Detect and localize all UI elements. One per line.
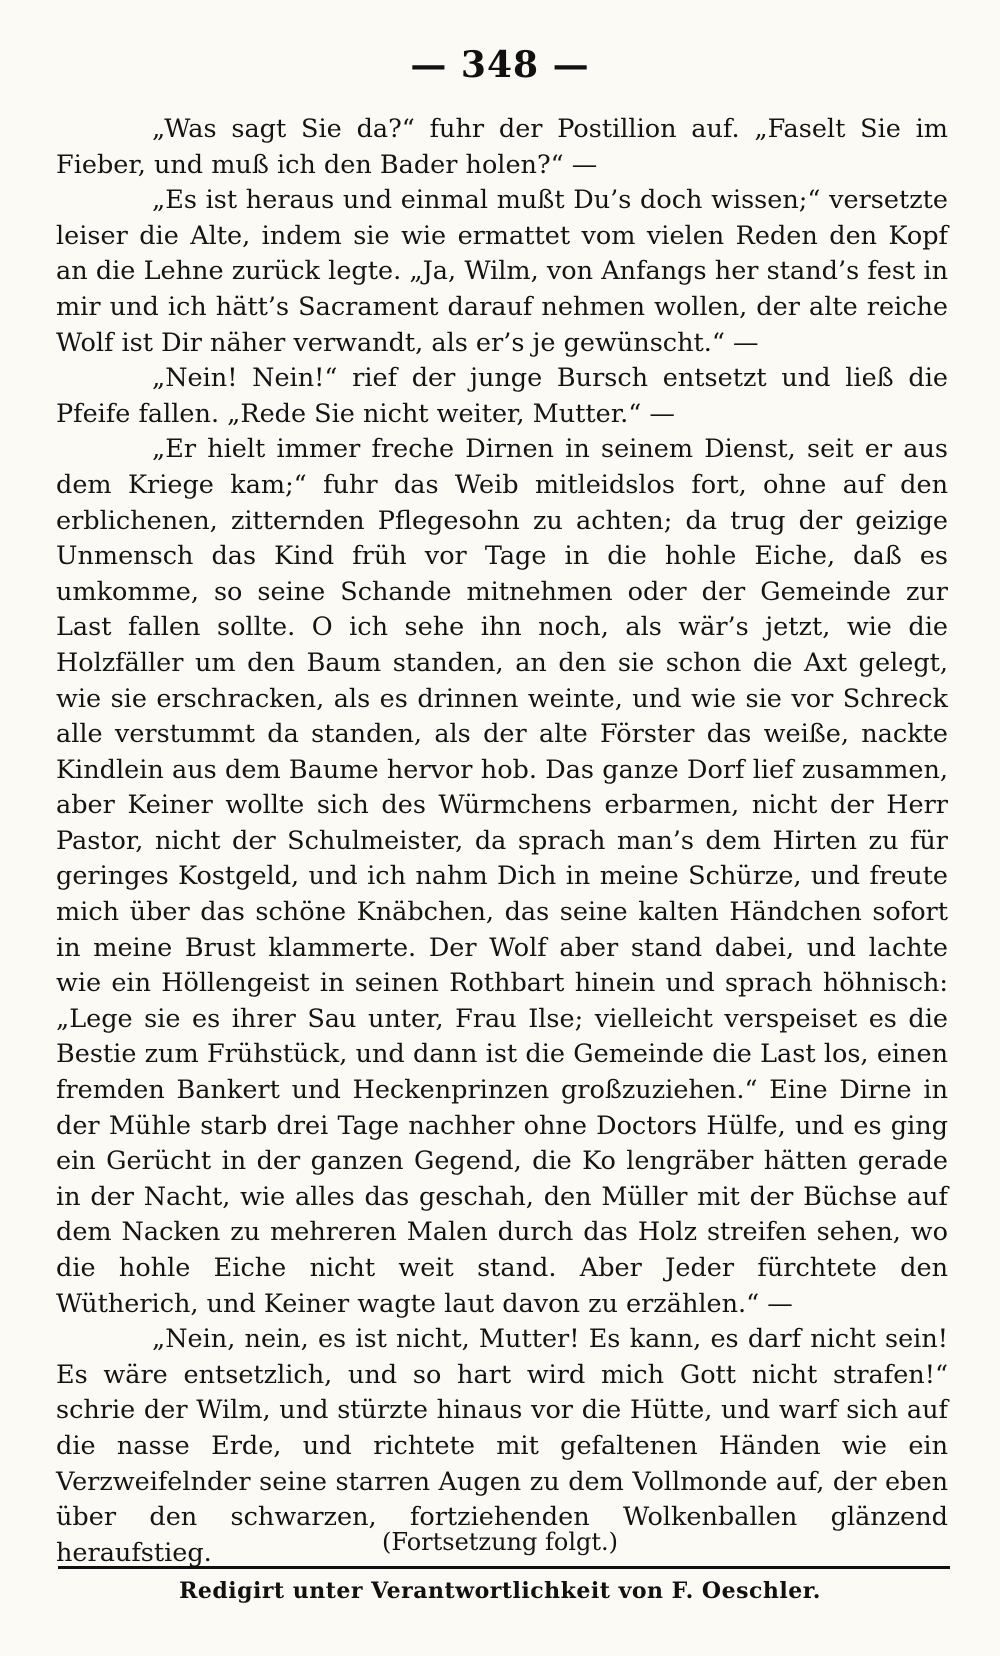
paragraph: „Es ist heraus und einmal mußt Du’s doch wissen;“ versetzte leiser die Alte, indem sie wie ermattet vom vielen Reden den Kopf an die Lehne zurück legte. „Ja, Wilm, von Anfangs her stand’s fest in mir und ich hätt’s Sacrament darauf nehmen wollen, der alte reiche Wolf ist Dir näher verwandt, als er’s je gewünscht.“ — (56, 185, 948, 358)
body-text (56, 112, 948, 1571)
paragraph: „Nein! Nein!“ rief der junge Bursch entsetzt und ließ die Pfeife fallen. „Rede Sie nicht weiter, Mutter.“ — (56, 363, 948, 429)
paragraph: „Nein, nein, es ist nicht, Mutter! Es kann, es darf nicht sein! Es wäre entsetzlich, und so hart wird mich Gott nicht strafen!“ schrie der Wilm, und stürzte hinaus vor die Hütte, und warf sich auf die nasse Erde, und richtete mit gefaltenen Händen wie ein Verzweifelnder seine starren Augen zu dem Vollmonde auf, der eben über den schwarzen, fortziehenden Wolkenballen glänzend heraufstieg. (56, 1324, 948, 1568)
continuation-note: (Fortsetzung folgt.) (382, 1528, 618, 1556)
paragraph: „Was sagt Sie da?“ fuhr der Postillion auf. „Faselt Sie im Fieber, und muß ich den Bader holen?“ — (56, 114, 948, 180)
editor-footer: Redigirt unter Verantwortlichkeit von F. Oeschler. (179, 1578, 821, 1604)
paragraph: „Er hielt immer freche Dirnen in seinem Dienst, seit er aus dem Kriege kam;“ fuhr das Weib mitleidslos fort, ohne auf den erblichenen, zitternden Pflegesohn zu achten; da trug der geizige Unmensch das Kind früh vor Tage in die hohle Eiche, daß es umkomme, so seine Schande mitnehmen oder der Gemeinde zur Last fallen sollte. O ich sehe ihn noch, als wär’s jetzt, wie die Holzfäller um den Baum standen, an den sie schon die Axt gelegt, wie sie erschracken, als es drinnen weinte, und wie sie vor Schreck alle verstummt da standen, als der alte Förster das weiße, nackte Kindlein aus dem Baume hervor hob. Das ganze Dorf lief zusammen, aber Keiner wollte sich des Würmchens erbarmen, nicht der Herr Pastor, nicht der Schulmeister, da sprach man’s dem Hirten zu für geringes Kostgeld, und ich nahm Dich in meine Schürze, und freute mich über das schöne Knäbchen, das seine kalten Händchen sofort in meine Brust klammerte. Der Wolf aber stand dabei, und lachte wie ein Höllengeist in seinen Rothbart hinein und sprach höhnisch: „Lege sie es ihrer Sau unter, Frau Ilse; vielleicht verspeiset es die Bestie zum Frühstück, und dann ist die Gemeinde die Last los, einen fremden Bankert und Heckenprinzen großzuziehen.“ Eine Dirne in der Mühle starb drei Tage nachher ohne Doctors Hülfe, und es ging ein Gerücht in der ganzen Gegend, die Ko lengräber hätten gerade in der Nacht, wie alles das geschah, den Müller mit der Büchse auf dem Nacken zu mehreren Malen durch das Holz streifen sehen, wo die hohle Eiche nicht weit stand. Aber Jeder fürchtete den Wütherich, und Keiner wagte laut davon zu erzählen.“ — (56, 434, 948, 1319)
footer-divider (58, 1566, 950, 1569)
page-number: — 348 — (410, 44, 590, 86)
